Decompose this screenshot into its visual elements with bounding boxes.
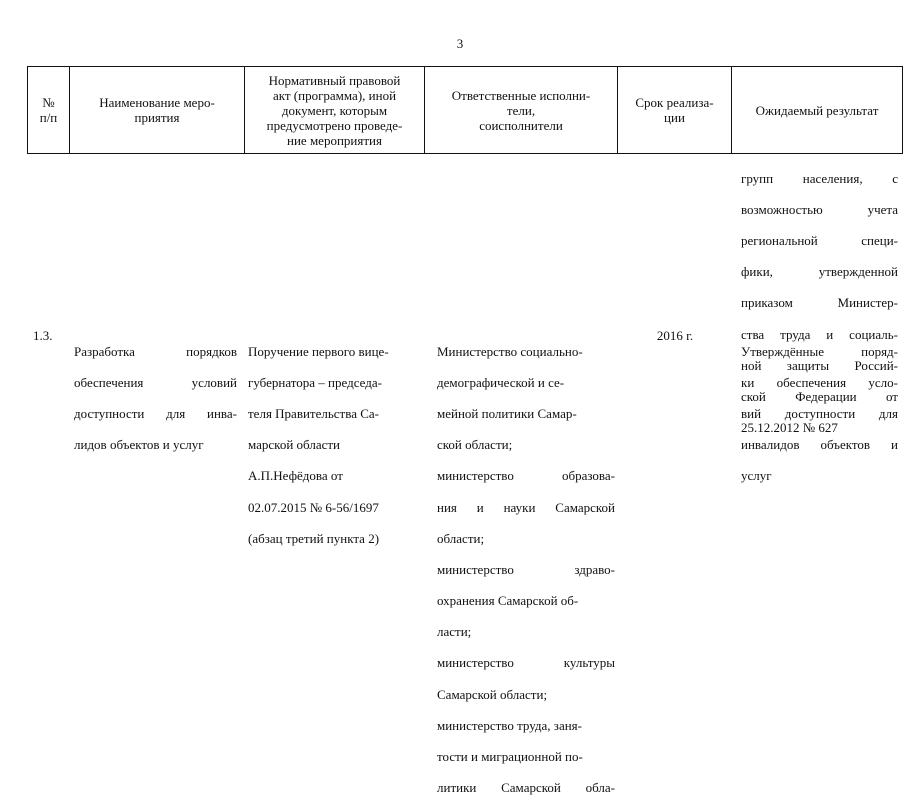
row-number: 1.3. (33, 328, 53, 343)
row-responsible-cell: Министерство социально- демографической и се- мейной политики Самар- ской области; министерство образова- ния и науки Самарской области; министерство здраво- охранения Самарской об- ласти; министерство культуры Самарской области; министерство труда, заня- тости и миграционной по- литики Самарской обла- (437, 343, 615, 796)
header-col-name: Наименование меро- приятия (70, 67, 245, 153)
continuation-result-cell: групп населения, с возможностью учета региональной специ- фики, утвержденной приказом Министер- ства труда и социаль- ной защиты Россий- ской Федерации от 25.12.2012 № 627 (741, 170, 898, 436)
row-result-cell: Утверждённые поряд- ки обеспечения усло- вий доступности для инвалидов объектов и услуг (741, 343, 898, 484)
row-act-cell: Поручение первого вице- губернатора – председа- теля Правительства Са- марской области А.П.Нефёдова от 02.07.2015 № 6-56/1697 (абзац третий пункта 2) (248, 343, 389, 546)
table-header (27, 66, 903, 154)
header-col-result: Ожидаемый результат (755, 102, 879, 118)
header-col-act: Нормативный правовой акт (программа), иной документ, которым предусмотрено проведе- ние мероприятия (245, 67, 425, 153)
row-term-cell: 2016 г. (656, 328, 694, 343)
row-name-cell: Разработка порядков обеспечения условий доступности для инва- лидов объектов и услуг (74, 343, 237, 453)
page-number: 3 (456, 36, 464, 51)
header-col-responsible: Ответственные исполни- тели, соисполнители (425, 67, 618, 153)
header-col-number: № п/п (28, 67, 70, 153)
header-col-term: Срок реализа- ции (618, 67, 732, 153)
